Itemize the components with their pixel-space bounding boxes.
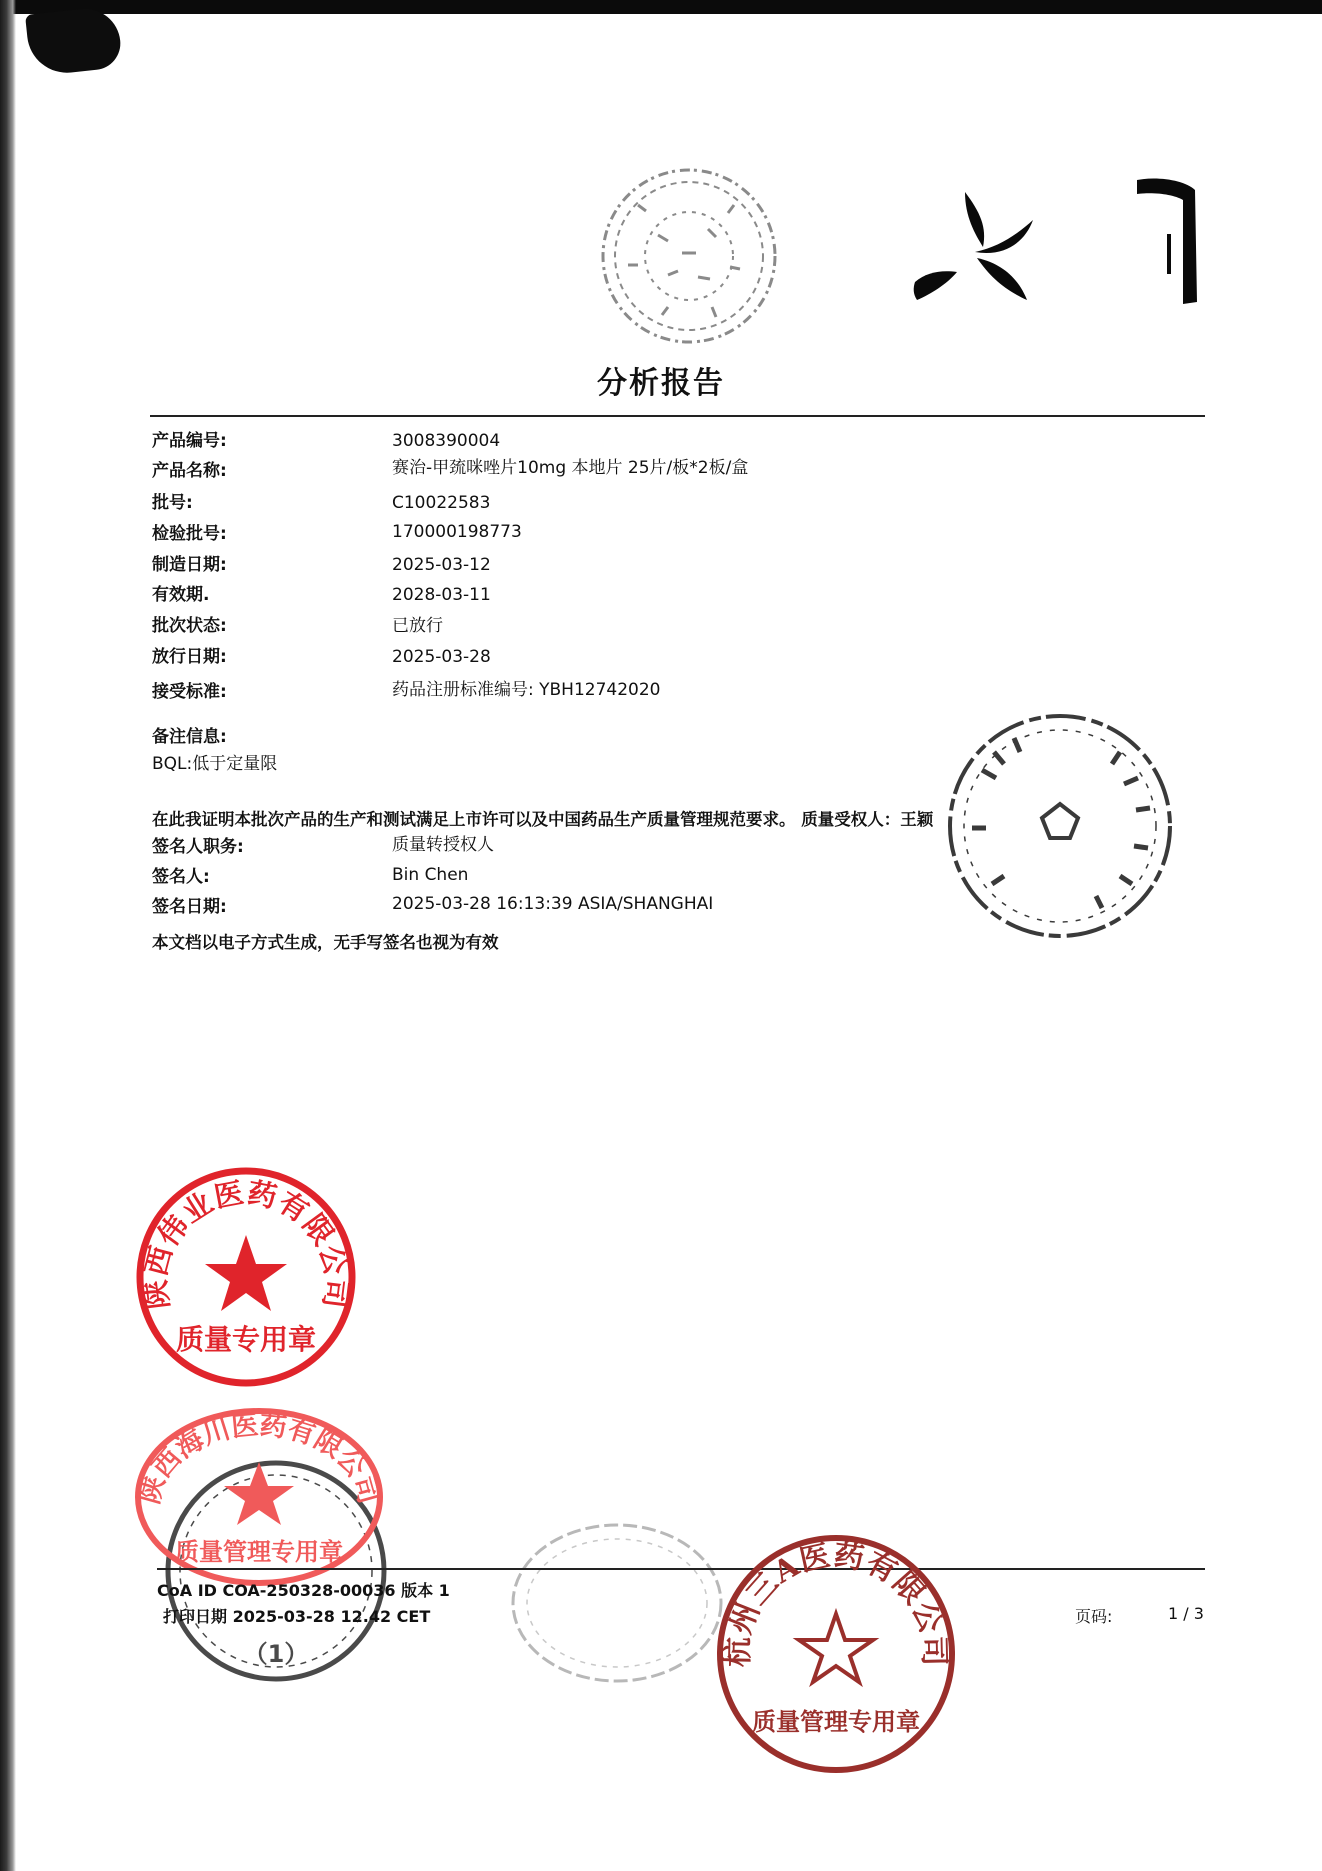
company-logo-icon bbox=[905, 172, 1205, 322]
signer-label: 签名人: bbox=[152, 867, 210, 887]
expiry-date-value: 2028-03-11 bbox=[392, 585, 491, 605]
signer-value: Bin Chen bbox=[392, 865, 469, 885]
signature-date-label: 签名日期: bbox=[152, 897, 227, 917]
svg-text:杭州三A医药有限公司 bbox=[721, 1538, 952, 1668]
batch-number-label: 批号: bbox=[152, 493, 193, 513]
signer-title-value: 质量转授权人 bbox=[392, 835, 494, 855]
product-name-label: 产品名称: bbox=[152, 461, 227, 481]
scan-edge-top bbox=[0, 0, 1322, 14]
acceptance-criteria-value: 药品注册标准编号: YBH12742020 bbox=[392, 680, 661, 700]
release-date-label: 放行日期: bbox=[152, 647, 227, 667]
red-seal-2-bottom-text: 质量管理专用章 bbox=[175, 1537, 343, 1566]
gray-seal-top bbox=[598, 165, 780, 347]
batch-number-value: C10022583 bbox=[392, 493, 491, 513]
brown-seal-bottom-text: 质量管理专用章 bbox=[752, 1707, 920, 1736]
faint-oval-seal bbox=[506, 1518, 728, 1688]
remarks-text: BQL:低于定量限 bbox=[152, 754, 278, 774]
manufacture-date-label: 制造日期: bbox=[152, 555, 227, 575]
document-title: 分析报告 bbox=[597, 366, 725, 401]
product-name-value: 赛治-甲巯咪唑片10mg 本地片 25片/板*2板/盒 bbox=[392, 458, 749, 478]
red-seal-1-bottom-text: 质量专用章 bbox=[175, 1323, 317, 1356]
coa-id: CoA ID COA-250328-00036 版本 1 bbox=[157, 1581, 450, 1600]
signature-date-value: 2025-03-28 16:13:39 ASIA/SHANGHAI bbox=[392, 894, 714, 914]
signer-title-label: 签名人职务: bbox=[152, 837, 244, 857]
gray-seal-mid-text: （1） bbox=[243, 1640, 309, 1668]
release-date-value: 2025-03-28 bbox=[392, 647, 491, 667]
product-code-value: 3008390004 bbox=[392, 431, 501, 451]
inspection-lot-value: 170000198773 bbox=[392, 522, 522, 542]
title-divider bbox=[150, 415, 1205, 417]
remarks-label: 备注信息: bbox=[152, 727, 227, 747]
batch-status-label: 批次状态: bbox=[152, 616, 227, 636]
scan-corner-mark bbox=[25, 5, 123, 76]
manufacture-date-value: 2025-03-12 bbox=[392, 555, 491, 575]
brown-seal-quality-management bbox=[712, 1530, 960, 1778]
page-label: 页码: bbox=[1075, 1607, 1113, 1626]
scan-edge-left bbox=[0, 0, 16, 1871]
inspection-lot-label: 检验批号: bbox=[152, 524, 227, 544]
product-code-label: 产品编号: bbox=[152, 431, 227, 451]
brown-seal-top-text: 杭州三A医药有限公司 bbox=[720, 1537, 952, 1668]
red-seal-quality-management bbox=[132, 1404, 386, 1590]
gray-seal-right bbox=[942, 708, 1178, 944]
batch-status-value: 已放行 bbox=[392, 616, 443, 636]
red-seal-1-top-text: 陕西伟业医药有限公司 bbox=[137, 1175, 355, 1312]
red-seal-quality bbox=[132, 1163, 360, 1391]
red-seal-2-top-text: 陕西海川医药有限公司 bbox=[134, 1409, 384, 1508]
print-date: 打印日期 2025-03-28 12.42 CET bbox=[163, 1607, 431, 1626]
footer-divider bbox=[157, 1568, 1205, 1570]
page-value: 1 / 3 bbox=[1168, 1604, 1204, 1623]
expiry-date-label: 有效期. bbox=[152, 585, 210, 605]
electronic-signature-notice: 本文档以电子方式生成，无手写签名也视为有效 bbox=[152, 933, 499, 952]
certification-statement: 在此我证明本批次产品的生产和测试满足上市许可以及中国药品生产质量管理规范要求。 质量受权人：王颖 bbox=[152, 810, 934, 829]
acceptance-criteria-label: 接受标准: bbox=[152, 682, 227, 702]
